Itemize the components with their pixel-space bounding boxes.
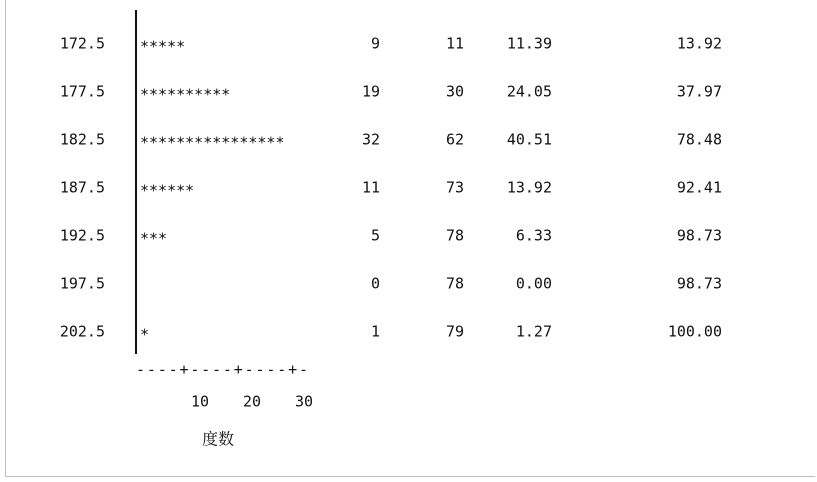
bin-midpoint-label: 202.5: [59, 322, 105, 341]
histogram-bar: *****: [140, 37, 186, 56]
bin-midpoint-label: 182.5: [59, 130, 105, 149]
frequency-cell: 9: [370, 34, 380, 53]
histogram-row: [60, 275, 722, 293]
bin-midpoint-label: 192.5: [59, 226, 105, 245]
cumulative-frequency-cell: 73: [445, 178, 464, 197]
frequency-cell: 1: [370, 322, 380, 341]
percent-cell: 11.39: [506, 34, 552, 53]
histogram-bar: ******: [140, 181, 195, 200]
histogram-bar: ****************: [140, 133, 285, 152]
cumulative-frequency-cell: 30: [445, 82, 464, 101]
bin-midpoint-label: 177.5: [59, 82, 105, 101]
bin-midpoint-label: 197.5: [59, 274, 105, 293]
histogram-bar: **********: [140, 85, 231, 104]
cumulative-percent-cell: 100.00: [667, 322, 722, 341]
x-tick-labels: [191, 393, 313, 411]
cumulative-percent-cell: 13.92: [676, 34, 722, 53]
histogram-row: [60, 35, 722, 56]
cumulative-percent-cell: 92.41: [676, 178, 722, 197]
histogram-row: [60, 179, 722, 200]
cumulative-frequency-cell: 79: [445, 322, 464, 341]
x-tick-label: 10: [190, 392, 210, 411]
cumulative-frequency-cell: 78: [445, 226, 464, 245]
frequency-histogram: [6, 0, 816, 477]
cumulative-percent-cell: 78.48: [676, 130, 722, 149]
histogram-panel: [5, 0, 815, 477]
x-tick-label: 30: [294, 392, 314, 411]
histogram-bar: *: [140, 325, 150, 344]
histogram-row: [60, 227, 722, 248]
histogram-rows: [60, 35, 722, 344]
percent-cell: 40.51: [506, 130, 552, 149]
x-axis-label: 度数: [201, 429, 235, 449]
percent-cell: 1.27: [515, 322, 552, 341]
x-axis-rule: ----+----+----+-: [136, 360, 308, 379]
histogram-bar: ***: [140, 229, 168, 248]
frequency-cell: 5: [370, 226, 380, 245]
bin-midpoint-label: 172.5: [59, 34, 105, 53]
frequency-cell: 32: [361, 130, 380, 149]
x-tick-label: 20: [242, 392, 262, 411]
cumulative-frequency-cell: 62: [445, 130, 464, 149]
percent-cell: 0.00: [515, 274, 552, 293]
frequency-cell: 19: [361, 82, 380, 101]
cumulative-frequency-cell: 78: [445, 274, 464, 293]
cumulative-percent-cell: 98.73: [676, 274, 722, 293]
histogram-row: [60, 83, 722, 104]
cumulative-percent-cell: 37.97: [676, 82, 722, 101]
histogram-row: [60, 323, 722, 344]
percent-cell: 6.33: [515, 226, 552, 245]
histogram-row: [60, 131, 722, 152]
cumulative-percent-cell: 98.73: [676, 226, 722, 245]
frequency-cell: 0: [370, 274, 380, 293]
bin-midpoint-label: 187.5: [59, 178, 105, 197]
percent-cell: 24.05: [506, 82, 552, 101]
cumulative-frequency-cell: 11: [445, 34, 464, 53]
frequency-cell: 11: [361, 178, 380, 197]
percent-cell: 13.92: [506, 178, 552, 197]
